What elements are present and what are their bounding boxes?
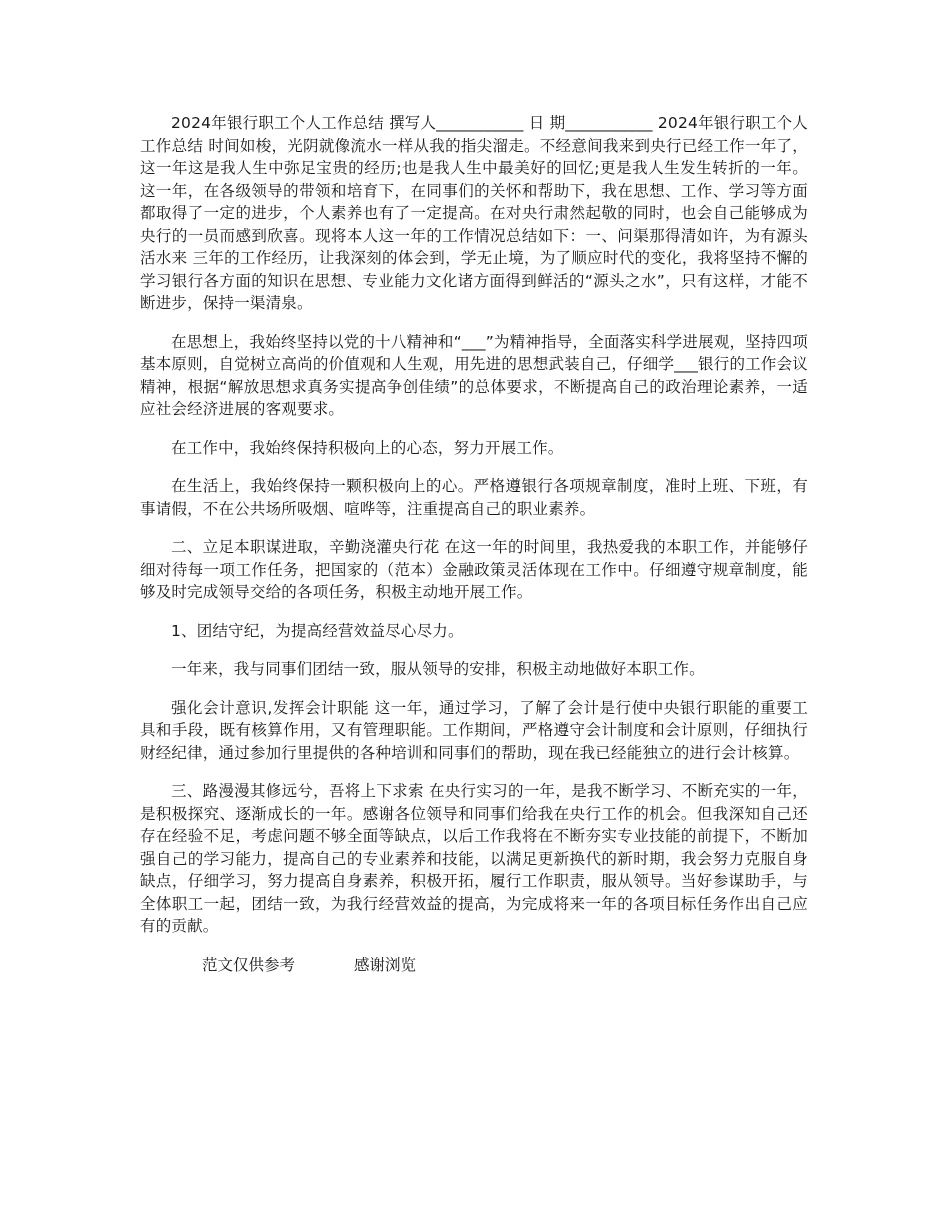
body-paragraph: 在生活上，我始终保持一颗积极向上的心。严格遵银行各项规章制度，准时上班、下班，有事请假，不在公共场所吸烟、喧哗等，注重提高自己的职业素养。: [140, 477, 808, 518]
footer-right-text: 感谢浏览: [354, 955, 417, 974]
document-page: [140, 112, 808, 976]
footer-note: [140, 954, 808, 977]
body-paragraph: 一年来，我与同事们团结一致，服从领导的安排，积极主动地做好本职工作。: [171, 660, 705, 678]
body-paragraph: 在工作中，我始终保持积极向上的心态，努力开展工作。: [171, 438, 564, 457]
list-item-paragraph: 1、团结守纪，为提高经营效益尽心尽力。: [171, 621, 464, 640]
intro-paragraph: 2024年银行职工个人工作总结 撰写人___________ 日 期___________ 2024年银行职工个人工作总结 时间如梭，光阴就像流水一样从我的指尖溜走。不经意间我来到央行已经工作一年了，这一年这是我人生中弥足宝贵的经历;也是我人生中最美好的回忆;更是我人生发生转折的一年。这一年，在各级领导的带领和培育下，在同事们的关怀和帮助下，我在思想、工作、学习等方面都取得了一定的进步，个人素养也有了一定提高。在对央行肃然起敬的同时，也会自己能够成为央行的一员而感到欣喜。现将本人这一年的工作情况总结如下：一、问渠那得清如许，为有源头活水来 三年的工作经历，让我深刻的体会到，学无止境，为了顺应时代的变化，我将坚持不懈的学习银行各方面的知识在思想、专业能力文化诸方面得到鲜活的“源头之水”，只有这样，才能不断进步，保持一渠清泉。: [140, 114, 809, 312]
body-paragraph: 在思想上，我始终坚持以党的十八精神和“___”为精神指导，全面落实科学进展观，坚持四项基本原则，自觉树立高尚的价值观和人生观，用先进的思想武装自己，仔细学___银行的工作会议精神，根据“解放思想求真务实提高争创佳绩”的总体要求，不断提高自己的政治理论素养，一适应社会经济进展的客观要求。: [140, 332, 808, 418]
section-paragraph: 三、路漫漫其修远兮，吾将上下求索 在央行实习的一年，是我不断学习、不断充实的一年，是积极探究、逐渐成长的一年。感谢各位领导和同事们给我在央行工作的机会。但我深知自己还存在经验不足，考虑问题不够全面等缺点，以后工作我将在不断夯实专业技能的前提下，不断加强自己的学习能力，提高自己的专业素养和技能，以满足更新换代的新时期，我会努力克服自身缺点，仔细学习，努力提高自身素养，积极开拓，履行工作职责，服从领导。当好参谋助手，与全体职工一起，团结一致，为我行经营效益的提高，为完成将来一年的各项目标任务作出自己应有的贡献。: [140, 782, 808, 935]
body-paragraph: 强化会计意识,发挥会计职能 这一年，通过学习，了解了会计是行使中央银行职能的重要工具和手段，既有核算作用，又有管理职能。工作期间，严格遵守会计制度和会计原则，仔细执行财经纪律，通过参加行里提供的各种培训和同事们的帮助，现在我已经能独立的进行会计核算。: [140, 698, 808, 762]
section-paragraph: 二、立足本职谋进取，辛勤浇灌央行花 在这一年的时间里，我热爱我的本职工作，并能够仔细对待每一项工作任务，把国家的（范本）金融政策灵活体现在工作中。仔细遵守规章制度，能够及时完成领导交给的各项任务，积极主动地开展工作。: [140, 538, 808, 601]
footer-left-text: 范文仅供参考: [202, 955, 296, 974]
